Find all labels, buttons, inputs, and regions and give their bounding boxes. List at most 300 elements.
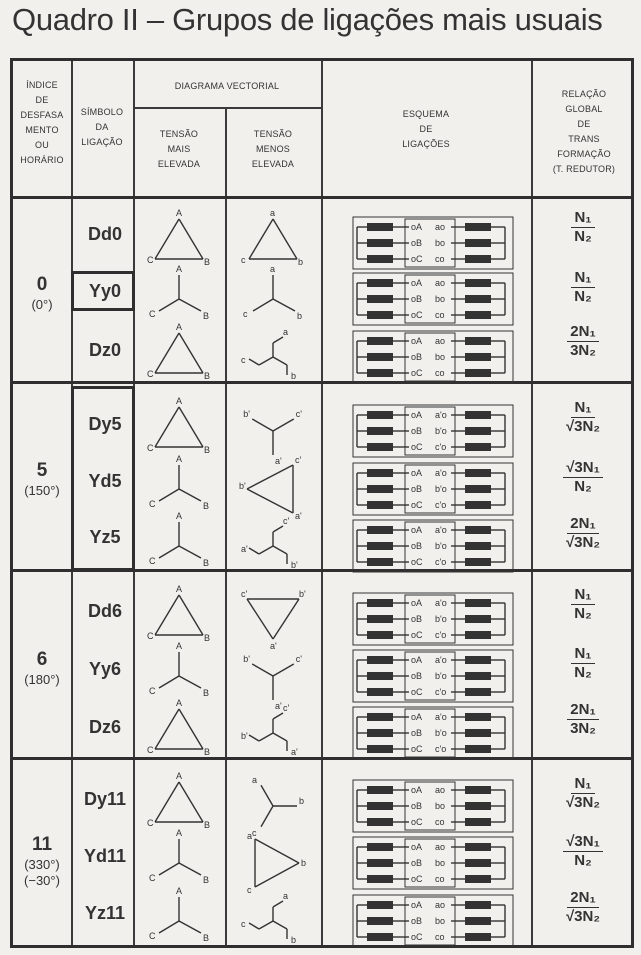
vector-label: A — [176, 886, 183, 896]
winding-hv — [367, 818, 393, 826]
vector-label: B — [203, 933, 210, 943]
winding-hv — [367, 526, 393, 534]
vector-label: a — [252, 775, 258, 786]
terminal-label: co — [435, 932, 445, 942]
ratio: $\frac{\text{N₁}}{\text{√3N₂}}$ — [565, 775, 601, 811]
vector-line — [159, 299, 179, 311]
vector-line — [249, 219, 273, 259]
terminal-label: oB — [411, 541, 423, 551]
vector-line — [273, 219, 297, 259]
ratio: $\frac{\text{N₁}}{\text{N₂}}$ — [533, 586, 633, 623]
vector-line — [179, 863, 201, 875]
terminal-label: oC — [411, 254, 423, 264]
winding-hv — [367, 859, 393, 867]
winding-hv — [367, 239, 393, 247]
vector-line — [249, 548, 259, 554]
index-value: 6 — [36, 649, 48, 670]
vector-line — [249, 735, 259, 741]
header-simbolo: SÍMBOLO DA LIGAÇÃO — [80, 107, 124, 147]
terminal-label: oC — [411, 874, 423, 884]
terminal-label: b'o — [435, 541, 447, 551]
winding-hv — [367, 353, 393, 361]
vector-line — [179, 299, 201, 311]
winding-lv — [465, 469, 491, 477]
terminal-label: oA — [411, 655, 423, 665]
vector-label: B — [204, 633, 211, 643]
terminal-label: c'o — [435, 687, 447, 697]
winding-lv — [465, 526, 491, 534]
terminal-label: oA — [411, 525, 423, 535]
terminal-label: b'o — [435, 484, 447, 494]
winding-hv — [367, 901, 393, 909]
terminal-label: a'o — [435, 712, 447, 722]
terminal-label: a'o — [435, 655, 447, 665]
vector-label: c — [241, 255, 246, 265]
vector-label: a — [283, 891, 289, 901]
terminal-label: oA — [411, 278, 423, 288]
vector-diagrams — [13, 61, 631, 945]
vector-label: b' — [243, 409, 250, 419]
header-diagrama: DIAGRAMA VECTORIAL — [174, 81, 280, 91]
winding-lv — [465, 729, 491, 737]
vector-line — [179, 407, 203, 447]
vector-label: c' — [241, 589, 248, 599]
vector-line — [179, 595, 203, 635]
vector-label: b' — [291, 560, 298, 570]
symbol: Dd6 — [87, 601, 122, 621]
terminal-label: co — [435, 368, 445, 378]
index-angle: (180°) — [24, 672, 60, 687]
terminal-label: co — [435, 254, 445, 264]
vector-line — [159, 863, 179, 875]
winding-hv — [367, 337, 393, 345]
terminal-label: ao — [435, 222, 446, 232]
ratio: $\frac{\text{2N₁}}{\text{√3N₂}}$ — [565, 889, 601, 925]
vector-line — [252, 664, 273, 676]
terminal-label: oA — [411, 900, 423, 910]
vector-label: a — [283, 327, 289, 337]
winding-hv — [367, 599, 393, 607]
winding-lv — [465, 427, 491, 435]
terminal-label: oC — [411, 932, 423, 942]
vector-label: c — [252, 827, 257, 838]
terminal-label: a'o — [435, 525, 447, 535]
ratio: $\frac{\text{N₁}}{\text{N₂}}$ — [533, 209, 633, 246]
terminal-label: c'o — [435, 500, 447, 510]
ratio: $\frac{\text{N₁}}{\text{N₂}}$ — [533, 645, 633, 682]
vector-label: B — [204, 445, 211, 455]
terminal-label: oC — [411, 817, 423, 827]
winding-hv — [367, 656, 393, 664]
symbol: Dz0 — [88, 340, 121, 360]
index-angle: (330°) — [24, 857, 60, 872]
vector-label: a' — [270, 641, 277, 651]
winding-hv — [367, 933, 393, 941]
winding-hv — [367, 411, 393, 419]
terminal-label: b'o — [435, 426, 447, 436]
vector-line — [273, 337, 283, 343]
vector-label: C — [149, 499, 156, 509]
vector-line — [273, 664, 294, 676]
vector-label: C — [149, 873, 156, 883]
page-title: Quadro II – Grupos de ligações mais usuais — [12, 2, 603, 37]
winding-lv — [465, 713, 491, 721]
index-angle-alt: (−30°) — [24, 873, 60, 888]
vector-label: A — [176, 828, 183, 838]
vector-label: C — [147, 255, 154, 265]
vector-line — [159, 489, 179, 501]
winding-hv — [367, 558, 393, 566]
vector-label: b — [299, 796, 305, 806]
winding-hv — [367, 688, 393, 696]
winding-hv — [367, 917, 393, 925]
terminal-label: co — [435, 817, 445, 827]
vector-line — [259, 357, 273, 365]
winding-lv — [465, 656, 491, 664]
terminal-label: a'o — [435, 410, 447, 420]
winding-hv — [367, 311, 393, 319]
vector-line — [179, 676, 201, 688]
terminal-label: co — [435, 310, 445, 320]
vector-label: C — [147, 369, 154, 379]
vector-line — [247, 465, 293, 489]
winding-lv — [465, 239, 491, 247]
vector-line — [273, 733, 287, 741]
vector-label: B — [203, 558, 210, 568]
terminal-label: b'o — [435, 728, 447, 738]
winding-hv — [367, 875, 393, 883]
symbol: Yz11 — [84, 903, 126, 923]
terminal-label: oA — [411, 598, 423, 608]
vector-label: c — [243, 309, 248, 319]
vector-label: C — [147, 745, 154, 755]
header-tensao-baixa: TENSÃO MENOS ELEVADA — [251, 129, 295, 169]
vector-line — [159, 676, 179, 688]
vector-line — [159, 546, 179, 558]
vector-line — [273, 299, 295, 311]
winding-lv — [465, 843, 491, 851]
symbol: Yy6 — [88, 659, 122, 679]
vector-label: B — [204, 747, 211, 757]
vector-label: A — [176, 454, 183, 464]
terminal-label: b'o — [435, 671, 447, 681]
header-relacao: RELAÇÃO GLOBAL DE TRANS FORMAÇÃO (T. REDUTOR) — [552, 89, 616, 174]
vector-line — [261, 785, 273, 806]
winding-lv — [465, 411, 491, 419]
terminal-label: oA — [411, 468, 423, 478]
winding-lv — [465, 369, 491, 377]
vector-label: B — [204, 820, 211, 830]
terminal-label: bo — [435, 858, 446, 868]
ratio: $\frac{\text{N₁}}{\text{√3N₂}}$ — [565, 399, 601, 435]
terminal-label: bo — [435, 916, 446, 926]
winding-lv — [465, 933, 491, 941]
terminal-label: c'o — [435, 744, 447, 754]
winding-hv — [367, 443, 393, 451]
terminal-label: co — [435, 874, 445, 884]
terminal-label: oB — [411, 728, 423, 738]
vector-label: B — [203, 688, 210, 698]
terminal-label: c'o — [435, 442, 447, 452]
header-esquema: ESQUEMA DE LIGAÇÕES — [402, 109, 450, 149]
symbol: Yz5 — [89, 527, 121, 547]
vector-line — [155, 782, 179, 822]
terminal-label: oB — [411, 614, 423, 624]
winding-lv — [465, 443, 491, 451]
terminal-label: oC — [411, 687, 423, 697]
vector-label: C — [147, 443, 154, 453]
vector-line — [273, 921, 287, 929]
winding-lv — [465, 255, 491, 263]
vector-label: c' — [295, 654, 303, 664]
header-indice: ÍNDICE DE DESFASA MENTO OU HORÁRIO — [20, 80, 64, 165]
index-angle: (0°) — [31, 297, 53, 312]
vector-line — [273, 419, 294, 431]
vector-label: C — [147, 818, 154, 828]
vector-label: a' — [241, 544, 248, 554]
vector-line — [247, 599, 273, 639]
terminal-label: bo — [435, 294, 446, 304]
winding-hv — [367, 485, 393, 493]
symbol: Dy5 — [88, 414, 122, 434]
winding-lv — [465, 901, 491, 909]
winding-hv — [367, 713, 393, 721]
winding-hv — [367, 672, 393, 680]
vector-label: c — [247, 885, 252, 895]
terminal-label: bo — [435, 801, 446, 811]
terminal-label: bo — [435, 238, 446, 248]
terminal-label: oB — [411, 238, 423, 248]
vector-label: C — [149, 556, 156, 566]
vector-label: B — [203, 875, 210, 885]
vector-line — [273, 546, 287, 554]
terminal-label: oA — [411, 785, 423, 795]
vector-line — [261, 806, 273, 827]
winding-lv — [465, 875, 491, 883]
vector-label: C — [149, 309, 156, 319]
terminal-label: ao — [435, 842, 446, 852]
winding-lv — [465, 501, 491, 509]
terminal-label: oB — [411, 916, 423, 926]
winding-hv — [367, 223, 393, 231]
vector-label: a — [270, 264, 276, 274]
terminal-label: ao — [435, 336, 446, 346]
vector-line — [249, 923, 259, 929]
ratio: $\frac{\text{N₁}}{\text{N₂}}$ — [533, 269, 633, 306]
vector-label: b — [297, 311, 303, 321]
vector-line — [273, 526, 283, 532]
terminal-label: c'o — [435, 557, 447, 567]
symbol: Yy0 — [88, 281, 122, 301]
terminal-label: oA — [411, 410, 423, 420]
terminal-label: ao — [435, 785, 446, 795]
terminal-label: ao — [435, 900, 446, 910]
winding-lv — [465, 558, 491, 566]
index-value: 5 — [36, 460, 48, 481]
winding-lv — [465, 353, 491, 361]
winding-hv — [367, 295, 393, 303]
terminal-label: ao — [435, 278, 446, 288]
vector-line — [179, 333, 203, 373]
vector-line — [259, 546, 273, 554]
winding-hv — [367, 631, 393, 639]
vector-label: c' — [283, 703, 290, 713]
ratio: $\frac{\text{√3N₁}}{\text{N₂}}$ — [533, 833, 633, 870]
winding-hv — [367, 279, 393, 287]
terminal-label: bo — [435, 352, 446, 362]
index-value: 0 — [36, 274, 48, 295]
index-angle: (150°) — [24, 483, 60, 498]
terminal-label: oC — [411, 744, 423, 754]
index-value: 11 — [31, 834, 53, 855]
vector-label: b — [291, 935, 297, 945]
vector-label: C — [149, 931, 156, 941]
vector-line — [179, 219, 203, 259]
vector-line — [255, 863, 299, 887]
vector-line — [273, 357, 287, 365]
winding-hv — [367, 786, 393, 794]
winding-lv — [465, 802, 491, 810]
terminal-label: oB — [411, 294, 423, 304]
terminal-label: oB — [411, 858, 423, 868]
winding-lv — [465, 688, 491, 696]
winding-lv — [465, 279, 491, 287]
vector-label: b — [301, 858, 307, 868]
terminal-label: b'o — [435, 614, 447, 624]
vector-label: a' — [291, 747, 298, 757]
vector-label: a — [247, 831, 253, 841]
winding-lv — [465, 485, 491, 493]
winding-hv — [367, 369, 393, 377]
vector-label: a' — [275, 456, 282, 466]
winding-lv — [465, 631, 491, 639]
winding-lv — [465, 223, 491, 231]
winding-hv — [367, 615, 393, 623]
ratio: $\frac{\text{2N₁}}{\text{√3N₂}}$ — [565, 515, 601, 551]
winding-hv — [367, 745, 393, 753]
vector-label: A — [176, 641, 183, 651]
vector-label: A — [176, 396, 183, 406]
vector-line — [273, 713, 283, 719]
vector-label: A — [176, 771, 183, 781]
vector-label: b' — [299, 589, 306, 599]
vector-line — [179, 921, 201, 933]
vector-line — [155, 407, 179, 447]
vector-label: b — [298, 257, 304, 267]
vector-line — [179, 489, 201, 501]
vector-label: B — [204, 371, 211, 381]
vector-line — [252, 419, 273, 431]
winding-lv — [465, 745, 491, 753]
terminal-label: oC — [411, 630, 423, 640]
vector-label: A — [176, 208, 183, 218]
vector-line — [155, 333, 179, 373]
vector-line — [273, 599, 299, 639]
winding-hv — [367, 501, 393, 509]
winding-lv — [465, 786, 491, 794]
symbol: Dy11 — [83, 789, 127, 809]
vector-line — [179, 546, 201, 558]
vector-label: C — [149, 686, 156, 696]
vector-label: c' — [283, 516, 290, 526]
vector-label: A — [176, 322, 183, 332]
terminal-label: oA — [411, 712, 423, 722]
winding-lv — [465, 859, 491, 867]
vector-line — [179, 709, 203, 749]
winding-hv — [367, 427, 393, 435]
terminal-label: oC — [411, 310, 423, 320]
vector-label: B — [203, 501, 210, 511]
symbol: Yd11 — [83, 846, 127, 866]
terminal-label: oC — [411, 368, 423, 378]
winding-hv — [367, 469, 393, 477]
vector-label: c' — [295, 409, 303, 419]
ratio: $\frac{\text{√3N₁}}{\text{N₂}}$ — [533, 459, 633, 496]
winding-lv — [465, 917, 491, 925]
vector-label: c — [241, 919, 246, 929]
terminal-label: a'o — [435, 598, 447, 608]
vector-label: c — [241, 355, 246, 365]
vector-line — [253, 299, 273, 311]
winding-lv — [465, 311, 491, 319]
vector-line — [273, 901, 283, 907]
winding-hv — [367, 729, 393, 737]
vector-label: b' — [243, 654, 250, 664]
winding-hv — [367, 843, 393, 851]
symbol: Dd0 — [87, 224, 122, 244]
vector-label: b — [291, 371, 297, 381]
terminal-label: oB — [411, 426, 423, 436]
winding-lv — [465, 615, 491, 623]
connection-groups-table — [10, 58, 634, 948]
terminal-label: oA — [411, 222, 423, 232]
vector-label: a — [270, 208, 276, 218]
vector-line — [247, 489, 293, 513]
vector-label: c' — [295, 455, 302, 465]
winding-lv — [465, 542, 491, 550]
vector-label: A — [176, 264, 183, 274]
terminal-label: oB — [411, 484, 423, 494]
terminal-label: oB — [411, 801, 423, 811]
vector-label: B — [204, 257, 211, 267]
vector-label: C — [147, 631, 154, 641]
vector-line — [179, 782, 203, 822]
winding-lv — [465, 818, 491, 826]
vector-label: B — [203, 311, 210, 321]
terminal-label: oA — [411, 336, 423, 346]
winding-lv — [465, 599, 491, 607]
vector-line — [259, 733, 273, 741]
terminal-label: a'o — [435, 468, 447, 478]
vector-line — [155, 219, 179, 259]
header-tensao-alta: TENSÃO MAIS ELEVADA — [157, 129, 201, 169]
vector-label: A — [176, 511, 183, 521]
terminal-label: oC — [411, 557, 423, 567]
winding-lv — [465, 672, 491, 680]
winding-lv — [465, 295, 491, 303]
vector-label: b' — [239, 481, 246, 491]
vector-label: A — [176, 584, 183, 594]
vector-label: a' — [275, 701, 282, 711]
vector-line — [255, 839, 299, 863]
symbol: Yd5 — [88, 471, 122, 491]
winding-hv — [367, 255, 393, 263]
terminal-label: oB — [411, 671, 423, 681]
symbol: Dz6 — [88, 717, 121, 737]
terminal-label: oA — [411, 842, 423, 852]
winding-hv — [367, 542, 393, 550]
terminal-label: oC — [411, 500, 423, 510]
